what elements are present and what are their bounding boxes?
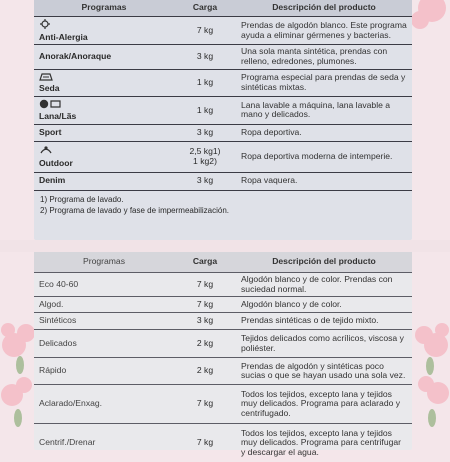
allergy-icon: [39, 19, 169, 32]
program-name-text: Lana/Lãs: [39, 111, 77, 122]
program-description: [236, 45, 412, 69]
image-divider: [0, 240, 450, 252]
outdoor-icon: [39, 145, 169, 158]
table-header-row: [34, 252, 412, 273]
program-description-text: Todos los tejidos, excepto lana y tejidos muy delicados. Programa para aclarado y centrifugado.: [241, 388, 401, 419]
program-description-text: Ropa vaquera.: [241, 175, 298, 186]
program-description: [236, 273, 412, 297]
program-description-text: Tejidos delicados como acrílicos, viscosa y poliéster.: [241, 333, 404, 353]
program-name: [34, 173, 174, 190]
program-description-text: Prendas sintéticas o de tejido mixto.: [241, 315, 379, 326]
program-load: [174, 142, 236, 173]
program-name-text: Outdoor: [39, 158, 73, 168]
header-carga: Carga: [174, 0, 236, 17]
program-load-text: 2 kg: [196, 365, 214, 376]
footnote-2: 2) Programa de lavado y fase de impermeabilización.: [40, 205, 229, 215]
program-load-text: 7 kg: [196, 398, 214, 409]
header-carga: Carga: [174, 252, 236, 273]
program-description: [236, 358, 412, 385]
program-name: [34, 45, 174, 69]
table-row: [34, 297, 412, 313]
program-name-text: Seda: [39, 83, 60, 94]
program-name-text: Delicados: [39, 337, 77, 348]
program-name: [34, 17, 174, 45]
program-name: [34, 96, 174, 124]
program-name: [34, 385, 174, 424]
footnotes: [34, 190, 412, 219]
program-load-text: 3 kg: [196, 127, 214, 138]
program-name-text: Algod.: [39, 298, 64, 309]
program-load: [174, 17, 236, 45]
program-name-text: Centrif./Drenar: [39, 437, 96, 448]
program-load: [174, 125, 236, 142]
program-load: [174, 385, 236, 424]
program-load-text: 1 kg: [196, 104, 214, 115]
header-programas: Programas: [34, 0, 174, 17]
program-description-text: Todos los tejidos, excepto lana y tejidos muy delicados. Programa para centrifugar y descargar el agua.: [241, 427, 402, 457]
table-row: [34, 142, 412, 173]
header-descripcion: Descripción del producto: [236, 252, 412, 273]
program-description-text: Lana lavable a máquina, lana lavable a mano y delicados.: [241, 99, 391, 120]
program-load: [174, 69, 236, 96]
program-load-text: 2 kg: [196, 337, 214, 348]
program-description: [236, 297, 412, 313]
program-description: [236, 173, 412, 190]
program-description: [236, 330, 412, 358]
program-name-text: Eco 40-60: [39, 278, 79, 289]
program-description-text: Prendas de algodón y sintéticas poco sucias o que se hayan usado una sola vez.: [241, 360, 406, 381]
program-load-text: 3 kg: [196, 51, 214, 62]
table-row: [34, 424, 412, 462]
table-row: [34, 358, 412, 385]
program-description: [236, 424, 412, 462]
program-load: [174, 330, 236, 358]
table-row: [34, 69, 412, 96]
table-row: [34, 313, 412, 330]
program-name: [34, 297, 174, 313]
program-name-text: Rápido: [39, 365, 67, 376]
program-load: [174, 313, 236, 330]
program-description: [236, 69, 412, 96]
program-name-text: Aclarado/Enxag.: [39, 398, 103, 409]
program-load-text: 2,5 kg1) 1 kg2): [189, 146, 221, 166]
program-name: [34, 330, 174, 358]
program-load: [174, 297, 236, 313]
program-load-text: 3 kg: [196, 175, 214, 186]
program-load: [174, 273, 236, 297]
program-load: [174, 358, 236, 385]
program-load: [174, 45, 236, 69]
wool-icon: [39, 99, 169, 112]
program-description: [236, 125, 412, 142]
program-load-text: 7 kg: [196, 24, 214, 35]
table-row: [34, 173, 412, 190]
program-load-text: 3 kg: [196, 315, 214, 326]
table-row: [34, 273, 412, 297]
silk-icon: [39, 72, 169, 84]
program-load: [174, 424, 236, 462]
program-load: [174, 173, 236, 190]
footnote-1: 1) Programa de lavado.: [40, 194, 124, 204]
program-name-text: Denim: [39, 175, 66, 186]
program-load: [174, 96, 236, 124]
program-load-text: 7 kg: [196, 298, 214, 309]
program-description-text: Ropa deportiva moderna de intemperie.: [241, 151, 393, 162]
table-row: [34, 96, 412, 124]
table-row: [34, 17, 412, 45]
program-name-text: Anorak/Anoraque: [39, 51, 112, 62]
header-descripcion: Descripción del producto: [236, 0, 412, 17]
program-description: [236, 96, 412, 124]
program-name: [34, 273, 174, 297]
table-row: [34, 385, 412, 424]
table-header-row: [34, 0, 412, 17]
table-row: [34, 330, 412, 358]
program-load-text: 7 kg: [196, 278, 214, 289]
table-row: [34, 45, 412, 69]
program-name: [34, 142, 174, 173]
programs-table-top: [34, 0, 412, 240]
program-name-text: Sintéticos: [39, 315, 77, 326]
program-name: [34, 313, 174, 330]
program-load-text: 1 kg: [196, 76, 214, 87]
programs-table-2: [34, 252, 412, 462]
program-name: [34, 358, 174, 385]
program-description: [236, 142, 412, 173]
program-description-text: Algodón blanco y de color.: [241, 298, 342, 309]
program-name: [34, 424, 174, 462]
program-description-text: Programa especial para prendas de seda y sintéticas mixtas.: [241, 72, 406, 92]
programs-table-1: [34, 0, 412, 190]
program-description-text: Algodón blanco y de color. Prendas con suciedad normal.: [241, 274, 393, 294]
program-description-text: Una sola manta sintética, prendas con relleno, edredones, plumones.: [241, 46, 388, 66]
program-description: [236, 313, 412, 330]
table-row: [34, 125, 412, 142]
program-description-text: Prendas de algodón blanco. Este programa ayuda a eliminar gérmenes y bacterias.: [241, 20, 407, 40]
program-description: [236, 17, 412, 45]
program-load-text: 7 kg: [196, 437, 214, 448]
program-name: [34, 69, 174, 96]
programs-table-bottom: [34, 252, 412, 457]
program-description-text: Ropa deportiva.: [241, 127, 302, 138]
program-name-text: Anti-Alergia: [39, 31, 88, 42]
program-name-text: Sport: [39, 127, 62, 138]
program-description: [236, 385, 412, 424]
header-programas: Programas: [34, 252, 174, 273]
program-name: [34, 125, 174, 142]
